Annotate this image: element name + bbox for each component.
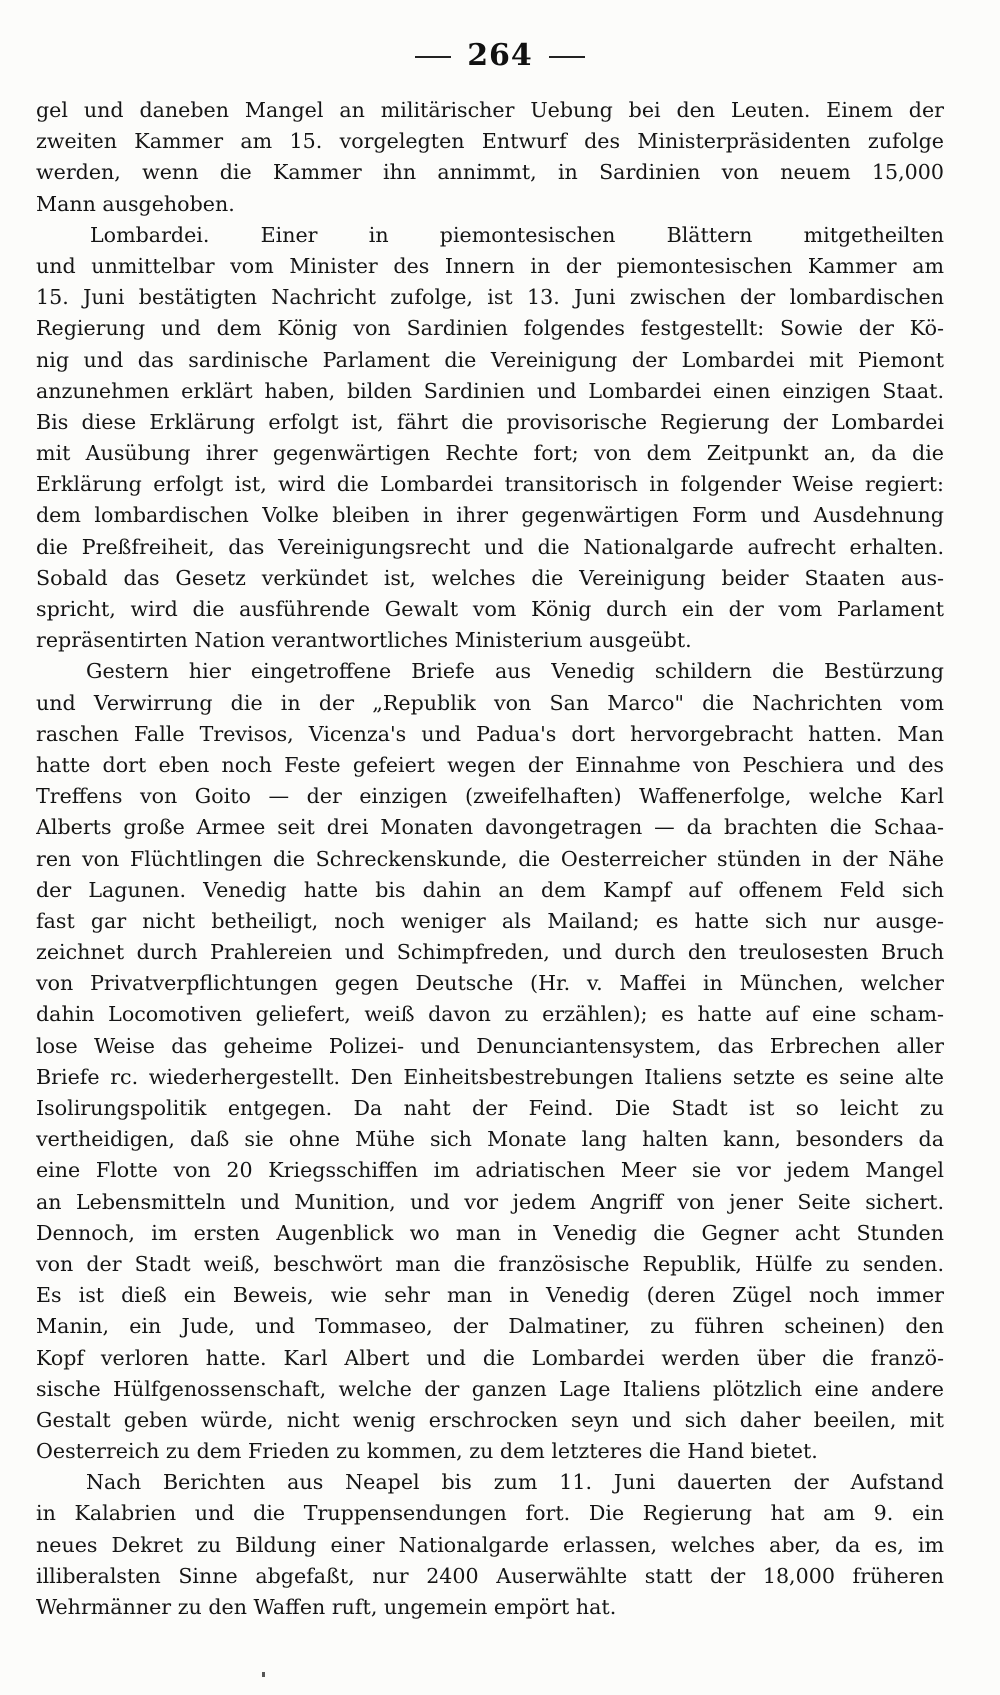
text-line: eine Flotte von 20 Kriegsschiffen im adriatischen Meer sie vor jedem Mangel — [36, 1158, 944, 1183]
text-line: illiberalsten Sinne abgefaßt, nur 2400 Auserwählte statt der 18,000 früheren — [36, 1563, 944, 1588]
paragraph — [36, 220, 944, 657]
print-speck — [262, 1672, 265, 1677]
text-line: hatte dort eben noch Feste gefeiert wegen der Einnahme von Peschiera und des — [36, 752, 944, 777]
text-line: Mann ausgehoben. — [36, 191, 235, 216]
text-line: Gestern hier eingetroffene Briefe aus Venedig schildern die Bestürzung — [86, 659, 944, 684]
page-number: 264 — [467, 38, 533, 73]
text-line: Alberts große Armee seit drei Monaten davongetragen — da brachten die Schaa- — [36, 815, 944, 840]
text-line: Manin, ein Jude, und Tommaseo, der Dalmatiner, zu führen scheinen) den — [36, 1314, 944, 1339]
text-line: Erklärung erfolgt ist, wird die Lombardei transitorisch in folgender Weise regiert: — [36, 472, 944, 497]
text-line: von Privatverpflichtungen gegen Deutsche (Hr. v. Maffei in München, welcher — [36, 971, 944, 996]
text-line: spricht, wird die ausführende Gewalt vom König durch ein der vom Parlament — [36, 597, 944, 621]
page-header — [0, 38, 1000, 73]
text-line: an Lebensmitteln und Munition, und vor jedem Angriff von jener Seite sichert. — [36, 1189, 944, 1214]
paragraph — [36, 95, 944, 220]
body-text — [36, 95, 944, 1623]
text-line: Isolirungspolitik entgegen. Da naht der Feind. Die Stadt ist so leicht zu — [36, 1096, 944, 1120]
text-line: Gestalt geben würde, nicht wenig erschrocken seyn und sich daher beeilen, mit — [36, 1407, 944, 1432]
text-line: Briefe rc. wiederhergestellt. Den Einheitsbestrebungen Italiens setzte es seine alte — [36, 1064, 944, 1089]
text-line: die Preßfreiheit, das Vereinigungsrecht und die Nationalgarde aufrecht erhalten. — [36, 534, 944, 559]
text-line: sische Hülfgenossenschaft, welche der ganzen Lage Italiens plötzlich eine andere — [36, 1376, 944, 1401]
text-line: Dennoch, im ersten Augenblick wo man in Venedig die Gegner acht Stunden — [36, 1220, 944, 1245]
text-line: Sobald das Gesetz verkündet ist, welches die Vereinigung beider Staaten aus- — [36, 565, 944, 590]
text-line: und Verwirrung die in der „Republik von San Marco" die Nachrichten vom — [36, 690, 944, 715]
text-line: lose Weise das geheime Polizei- und Denunciantensystem, das Erbrechen aller — [36, 1033, 944, 1058]
text-line: dahin Locomotiven geliefert, weiß davon zu erzählen); es hatte auf eine scham- — [36, 1002, 944, 1027]
text-line: Kopf verloren hatte. Karl Albert und die Lombardei werden über die franzö- — [36, 1345, 944, 1370]
text-line: werden, wenn die Kammer ihn annimmt, in Sardinien von neuem 15,000 — [36, 160, 944, 185]
text-line: ren von Flüchtlingen die Schreckenskunde, die Oesterreicher stünden in der Nähe — [36, 846, 944, 871]
text-line: 15. Juni bestätigten Nachricht zufolge, ist 13. Juni zwischen der lombardischen — [36, 285, 944, 310]
text-line: Oesterreich zu dem Frieden zu kommen, zu dem letzteres die Hand bietet. — [36, 1439, 818, 1464]
text-line: in Kalabrien und die Truppensendungen fort. Die Regierung hat am 9. ein — [36, 1501, 944, 1526]
text-line: dem lombardischen Volke bleiben in ihrer gegenwärtigen Form und Ausdehnung — [36, 503, 944, 528]
text-line: nig und das sardinische Parlament die Vereinigung der Lombardei mit Piemont — [36, 347, 944, 372]
text-line: Wehrmänner zu den Waffen ruft, ungemein empört hat. — [36, 1595, 617, 1619]
text-line: und unmittelbar vom Minister des Innern in der piemontesischen Kammer am — [36, 253, 944, 278]
text-line: raschen Falle Trevisos, Vicenza's und Padua's dort hervorgebracht hatten. Man — [36, 721, 944, 746]
text-line: vertheidigen, daß sie ohne Mühe sich Monate lang halten kann, besonders da — [36, 1127, 944, 1152]
text-line: Treffens von Goito — der einzigen (zweifelhaften) Waffenerfolge, welche Karl — [36, 784, 944, 809]
text-line: fast gar nicht betheiligt, noch weniger als Mailand; es hatte sich nur ausge- — [36, 908, 944, 933]
text-line: anzunehmen erklärt haben, bilden Sardinien und Lombardei einen einzigen Staat. — [36, 378, 944, 403]
text-line: zweiten Kammer am 15. vorgelegten Entwurf des Ministerpräsidenten zufolge — [36, 129, 944, 154]
text-line: repräsentirten Nation verantwortliches Ministerium ausgeübt. — [36, 628, 692, 653]
text-line: Nach Berichten aus Neapel bis zum 11. Juni dauerten der Aufstand — [86, 1470, 944, 1495]
text-line: Es ist dieß ein Beweis, wie sehr man in Venedig (deren Zügel noch immer — [36, 1283, 944, 1308]
header-dash-left — [415, 56, 451, 58]
text-line: der Lagunen. Venedig hatte bis dahin an dem Kampf auf offenem Feld sich — [36, 877, 944, 902]
paragraph — [36, 1467, 944, 1623]
paragraph — [36, 656, 944, 1467]
text-line: gel und daneben Mangel an militärischer Uebung bei den Leuten. Einem der — [36, 98, 944, 122]
text-line: mit Ausübung ihrer gegenwärtigen Rechte fort; von dem Zeitpunkt an, da die — [36, 441, 944, 466]
text-line: Bis diese Erklärung erfolgt ist, fährt die provisorische Regierung der Lombardei — [36, 409, 944, 434]
text-line: von der Stadt weiß, beschwört man die französische Republik, Hülfe zu senden. — [36, 1251, 944, 1276]
text-line: zeichnet durch Prahlereien und Schimpfreden, und durch den treulosesten Bruch — [36, 940, 944, 965]
text-line: Regierung und dem König von Sardinien folgendes festgestellt: Sowie der Kö- — [36, 316, 944, 341]
text-line: neues Dekret zu Bildung einer Nationalgarde erlassen, welches aber, da es, im — [36, 1532, 944, 1557]
header-dash-right — [549, 56, 585, 58]
text-line: Lombardei. Einer in piemontesischen Blättern mitgetheilten — [90, 222, 944, 247]
